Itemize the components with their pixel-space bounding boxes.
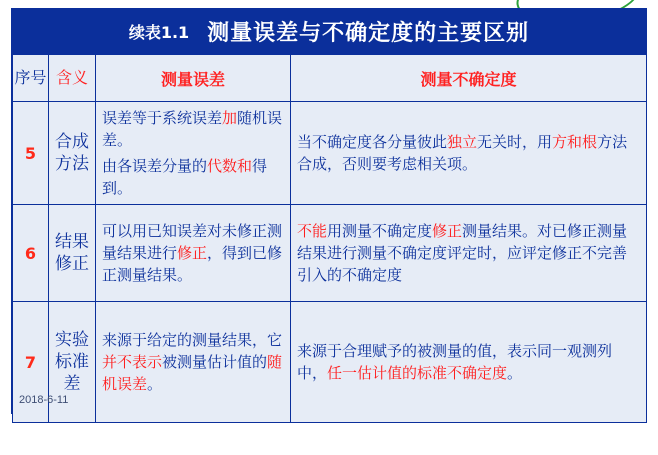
- row-meaning: 实验标准差: [49, 302, 96, 423]
- cell-text: ，得到已修正测量结果。: [102, 244, 283, 284]
- uncertainty-cell: [291, 102, 647, 205]
- highlight-text: 随机误差: [102, 353, 283, 393]
- table-row: [13, 302, 647, 423]
- row-number: 6: [13, 205, 49, 302]
- cell-paragraph: [102, 329, 284, 395]
- cell-text: 得到。: [102, 157, 268, 197]
- row-number: 5: [13, 102, 49, 205]
- cell-paragraph: [297, 220, 640, 286]
- row-number: 7: [13, 302, 49, 423]
- cell-text: 由各误差分量的: [102, 157, 208, 175]
- error-cell: [96, 102, 291, 205]
- header-meaning: 含义: [49, 55, 96, 102]
- highlight-text: 修正: [177, 244, 208, 262]
- header-error: 测量误差: [96, 55, 291, 102]
- cell-paragraph: [102, 155, 284, 199]
- cell-text: 随机误差。: [102, 109, 283, 149]
- table-header-row: [13, 55, 647, 102]
- cell-paragraph: [102, 107, 284, 151]
- cell-paragraph: [297, 131, 640, 175]
- highlight-text: 方和根: [552, 133, 598, 151]
- cell-text: 无关时，用: [477, 133, 553, 151]
- cell-text: 。: [507, 364, 523, 382]
- table-row: [13, 205, 647, 302]
- comparison-table: [12, 54, 647, 423]
- highlight-text: 修正: [432, 222, 463, 240]
- cell-text: 来源于合理赋予的被测量的值，表示同一观测列中，: [297, 342, 613, 382]
- cell-paragraph: [297, 340, 640, 384]
- header-seq: 序号: [13, 55, 49, 102]
- cell-text: 被测量估计值的: [162, 353, 268, 371]
- table-row: [13, 102, 647, 205]
- cell-text: 误差等于系统误差: [102, 109, 223, 127]
- cell-text: 来源于给定的测量结果，它: [102, 331, 283, 349]
- error-cell: [96, 302, 291, 423]
- uncertainty-cell: [291, 205, 647, 302]
- page-title: 测量误差与不确定度的主要区别: [207, 21, 530, 46]
- table-number: 续表1.1: [128, 23, 190, 42]
- highlight-text: 独立: [447, 133, 478, 151]
- highlight-text: 不能: [297, 222, 328, 240]
- cell-text: 测量结果。对已修正测量结果进行测量不确定度评定时，应评定修正不完善引入的不确定度: [297, 222, 628, 284]
- slide-frame: [11, 8, 647, 414]
- cell-text: 方法合成，否则要考虑相关项。: [297, 133, 628, 173]
- footer-date: 2018-6-11: [19, 394, 69, 406]
- cell-paragraph: [102, 220, 284, 286]
- error-cell: [96, 205, 291, 302]
- cell-text: 。: [147, 375, 163, 393]
- highlight-text: 加: [222, 109, 238, 127]
- title-bar: [12, 9, 646, 54]
- cell-text: 可以用已知误差对未修正测量结果进行: [102, 222, 283, 262]
- highlight-text: 并不表示: [102, 353, 163, 371]
- header-uncertainty: 测量不确定度: [291, 55, 647, 102]
- cell-text: 用测量不确定度: [327, 222, 433, 240]
- row-meaning: 合成方法: [49, 102, 96, 205]
- cell-text: 当不确定度各分量彼此: [297, 133, 448, 151]
- uncertainty-cell: [291, 302, 647, 423]
- row-meaning: 结果修正: [49, 205, 96, 302]
- highlight-text: 代数和: [207, 157, 253, 175]
- highlight-text: 任一估计值的标准不确定度: [327, 364, 508, 382]
